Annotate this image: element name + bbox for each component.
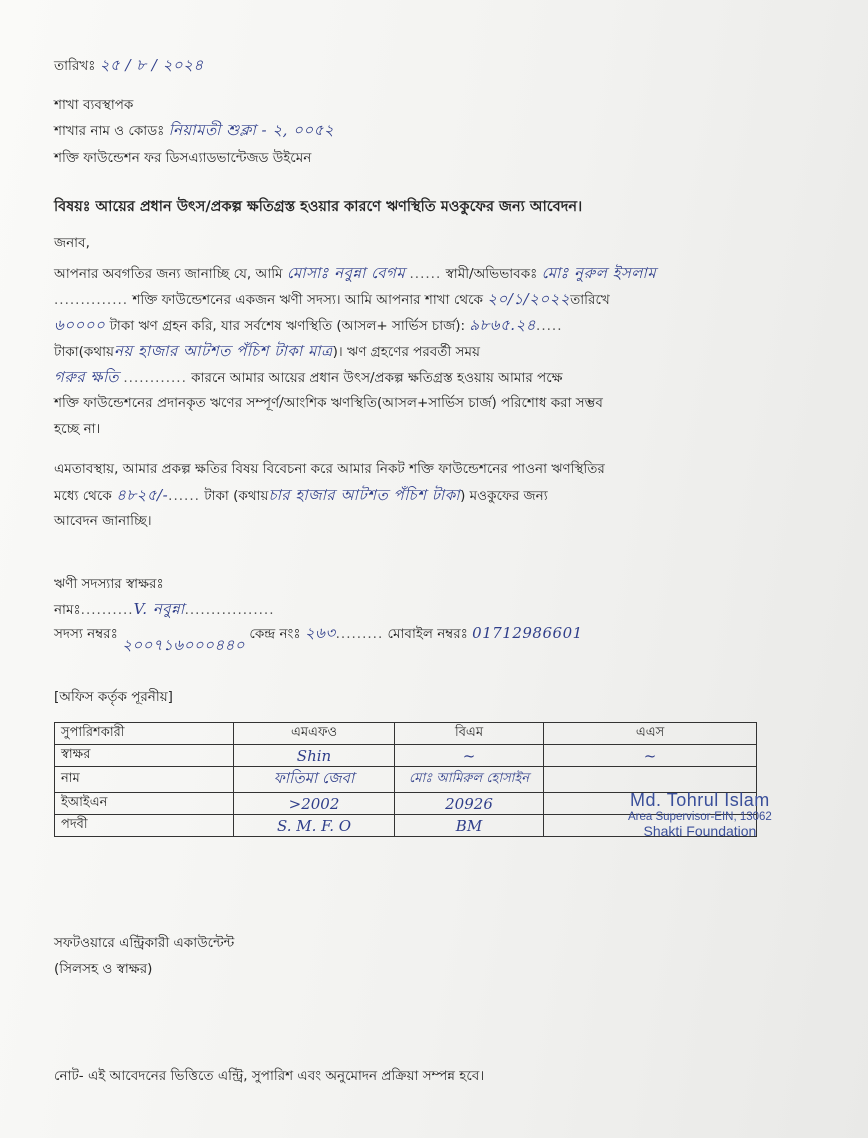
center-hw: ২৬৩ <box>304 624 336 642</box>
member-signed-name-hw: V. নবুন্না <box>133 600 185 618</box>
date-line <box>54 56 204 74</box>
mfo-name: ফাতিমা জেবা <box>234 767 395 793</box>
bm-signature: ~ <box>395 745 544 767</box>
p1-row-5 <box>54 364 774 390</box>
p1-row-4 <box>54 338 774 364</box>
p1-text: টাকা ঋণ গ্রহন করি, যার সর্বশেষ ঋণস্থিতি (আসল+ সার্ভিস চার্জ): <box>109 318 466 334</box>
mfo-designation: S. M. F. O <box>234 815 395 837</box>
address-line-2 <box>54 121 334 139</box>
p1-text: আপনার অবগতির জন্য জানাচ্ছি যে, আমি <box>54 266 283 282</box>
p2-row-3 <box>54 508 774 534</box>
supervisor-stamp <box>628 790 772 839</box>
address-line-3: শক্তি ফাউন্ডেশন ফর ডিসএ্যাডভান্টেজড উইমেন <box>54 150 312 166</box>
p1-text: তারিখে <box>570 292 610 308</box>
waiver-amount-hw: ৪৮২৫/- <box>116 486 169 504</box>
p1-row-6 <box>54 390 774 416</box>
loan-date-hw: ২০/১/২০২২ <box>487 290 571 308</box>
balance-words-hw: নয় হাজার আটশত পঁচিশ টাকা মাত্র <box>113 342 333 360</box>
dots: .............. <box>54 292 129 308</box>
member-no-hw: ২০০৭১৬০০০৪৪০ <box>122 636 246 654</box>
p2-text: টাকা (কথায় <box>204 488 269 504</box>
header-cell: বিএম <box>395 723 544 745</box>
p2-row-1 <box>54 456 774 482</box>
row-label: নাম <box>55 767 234 793</box>
date-value: ২৫ / ৮ / ২০২৪ <box>99 56 204 74</box>
row-label: স্বাক্ষর <box>55 745 234 767</box>
salutation: জনাব, <box>54 235 90 251</box>
member-no-label: সদস্য নম্বরঃ <box>54 626 118 642</box>
stamp-name: Md. Tohrul Islam <box>630 790 770 810</box>
mfo-signature: Shin <box>234 745 395 767</box>
stamp-role: Area Supervisor-EIN, 13062 <box>628 811 772 823</box>
member-sign-label: ঋণী সদস্যার স্বাক্ষরঃ <box>54 576 164 592</box>
dots: .......... <box>80 602 134 618</box>
p1-row-2 <box>54 286 774 312</box>
header-cell: এমএফও <box>234 723 395 745</box>
dots: ................. <box>184 602 275 618</box>
dots: ...... <box>409 266 442 282</box>
bm-ein: 20926 <box>395 793 544 815</box>
table-row <box>55 745 757 767</box>
p1-text: টাকা(কথায় <box>54 344 114 360</box>
reason-hw: গরুর ক্ষতি <box>54 368 120 386</box>
p1-text: শক্তি ফাউন্ডেশনের একজন ঋণী সদস্য। আমি আপনার শাখা থেকে <box>132 292 483 308</box>
row-label: ইআইএন <box>55 793 234 815</box>
dots: ..... <box>536 318 563 334</box>
p1-text: স্বামী/অভিভাবকঃ <box>445 266 538 282</box>
branch-code-value: নিয়ামতী শুক্লা - ২, ০০৫২ <box>168 121 335 139</box>
p1-text: )। ঋণ গ্রহণের পরবর্তী সময় <box>332 344 480 360</box>
loan-amount-hw: ৬০০০০ <box>54 316 106 334</box>
as-signature: ~ <box>544 745 757 767</box>
paragraph-1 <box>54 260 774 442</box>
member-name-hw: মোসাঃ নবুন্না বেগম <box>286 264 406 282</box>
date-label: তারিখঃ <box>54 58 96 74</box>
note: নোট- এই আবেদনের ভিত্তিতে এন্ট্রি, সুপারিশ এবং অনুমোদন প্রক্রিয়া সম্পন্ন হবে। <box>54 1068 485 1084</box>
p1-row-3 <box>54 312 774 338</box>
as-name <box>544 767 757 793</box>
p2-text: এমতাবস্থায়, আমার প্রকল্প ক্ষতির বিষয় বিবেচনা করে আমার নিকট শক্তি ফাউন্ডেশনের পাওনা ঋণস্থিতির <box>54 461 605 477</box>
bm-designation: BM <box>395 815 544 837</box>
center-label: কেন্দ্র নংঃ <box>249 626 301 642</box>
address-line-1: শাখা ব্যবস্থাপক <box>54 97 134 113</box>
office-title: [অফিস কর্তৃক পূরনীয়] <box>54 689 173 705</box>
branch-code-label: শাখার নাম ও কোডঃ <box>54 123 165 139</box>
member-name-line <box>54 600 275 618</box>
p1-text: কারনে আমার আয়ের প্রধান উৎস/প্রকল্প ক্ষতিগ্রস্ত হওয়ায় আমার পক্ষে <box>191 370 563 386</box>
p2-text: ) মওকুফের জন্য <box>460 488 548 504</box>
mfo-ein: >2002 <box>234 793 395 815</box>
p2-text: মধ্যে থেকে <box>54 488 112 504</box>
row-label: পদবী <box>55 815 234 837</box>
header-cell: এএস <box>544 723 757 745</box>
p2-row-2 <box>54 482 774 508</box>
dots: ......... <box>335 626 384 642</box>
dots: ............ <box>123 370 187 386</box>
paragraph-2 <box>54 456 774 534</box>
member-number-line <box>54 624 583 654</box>
accountant-line-1: সফটওয়ারে এন্ট্রিকারী একাউন্টেন্ট <box>54 935 235 951</box>
waiver-words-hw: চার হাজার আটশত পঁচিশ টাকা <box>268 486 461 504</box>
balance-hw: ৯৮৬৫.২৪ <box>469 316 537 334</box>
p2-text: আবেদন জানাচ্ছি। <box>54 513 152 529</box>
header-cell: সুপারিশকারী <box>55 723 234 745</box>
table-row <box>55 767 757 793</box>
bm-name: মোঃ আমিরুল হোসাইন <box>395 767 544 793</box>
subject-line: বিষয়ঃ আয়ের প্রধান উৎস/প্রকল্প ক্ষতিগ্রস্ত হওয়ার কারণে ঋণস্থিতি মওকুফের জন্য আবেদন। <box>54 199 583 215</box>
p1-row-7 <box>54 416 774 442</box>
mobile-label: মোবাইল নম্বরঃ <box>387 626 468 642</box>
p1-text: হচ্ছে না। <box>54 421 101 437</box>
guardian-name-hw: মোঃ নুরুল ইসলাম <box>541 264 657 282</box>
stamp-org: Shakti Foundation <box>643 823 757 839</box>
table-header-row <box>55 723 757 745</box>
p1-text: শক্তি ফাউন্ডেশনের প্রদানকৃত ঋণের সম্পূর্ণ/আংশিক ঋণস্থিতি(আসল+সার্ভিস চার্জ) পরিশোধ করা সম্ভব <box>54 395 603 411</box>
dots: ...... <box>168 488 200 504</box>
mobile-hw: 01712986601 <box>472 624 583 642</box>
member-name-label: নামঃ <box>54 602 81 618</box>
p1-row-1 <box>54 260 774 286</box>
accountant-line-2: (সিলসহ ও স্বাক্ষর) <box>54 961 153 977</box>
